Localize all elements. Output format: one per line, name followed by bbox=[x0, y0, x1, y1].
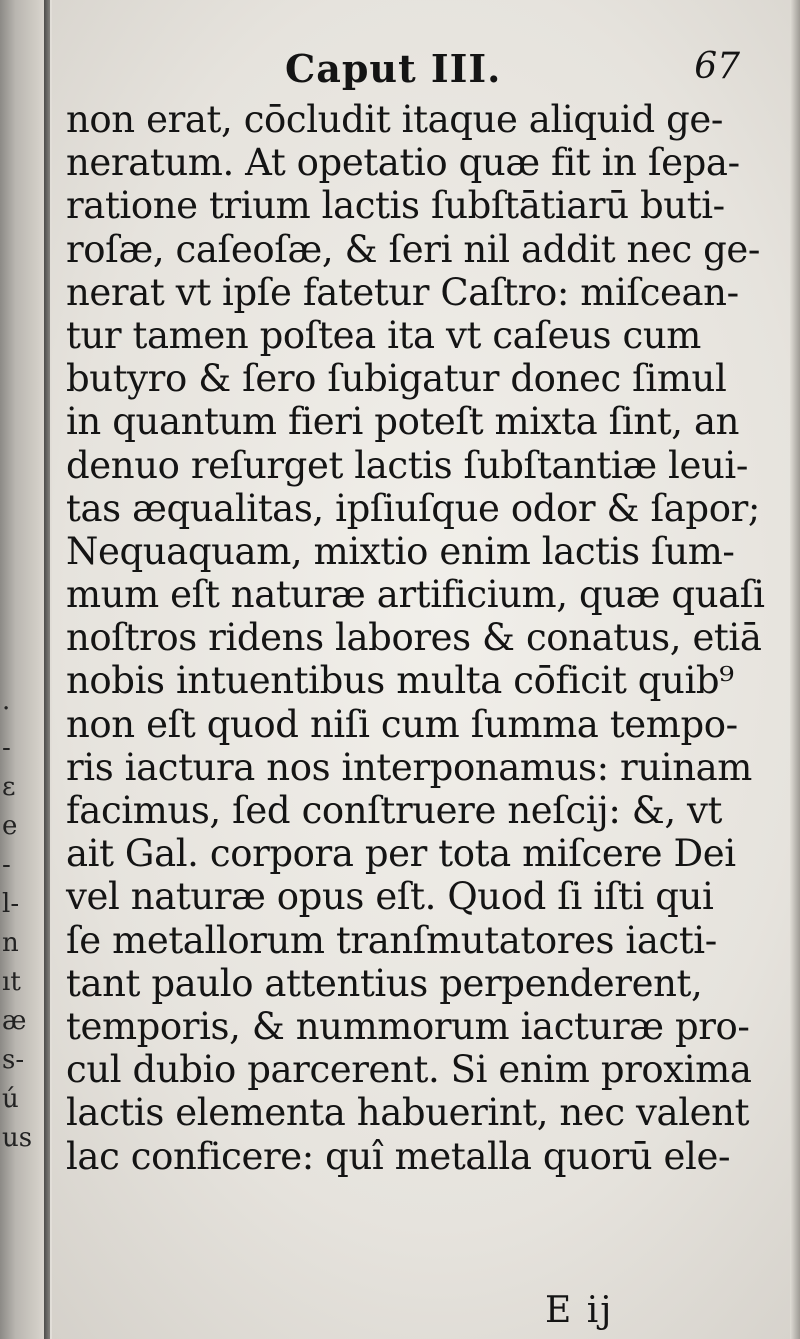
text-line: tur tamen poſtea ita vt caſeus cum bbox=[66, 313, 701, 357]
text-line: noſtros ridens labores & conatus, etiā bbox=[66, 616, 762, 660]
fragment: ú bbox=[2, 1084, 19, 1114]
text-line: tant paulo attentius perpenderent, bbox=[66, 961, 703, 1005]
text-line: nobis intuentibus multa cōficit quib⁹ bbox=[66, 659, 734, 703]
text-line: nerat vt ipſe fatetur Caſtro: miſcean- bbox=[66, 270, 739, 314]
text-line: roſæ, caſeoſæ, & ſeri nil addit nec ge- bbox=[66, 227, 761, 271]
text-line: cul dubio parcerent. Si enim proxima bbox=[66, 1048, 752, 1092]
fragment: æ bbox=[2, 1006, 27, 1036]
text-line: non eſt quod niſi cum ſumma tempo- bbox=[66, 702, 738, 746]
text-line: lactis elementa habuerint, nec valent bbox=[66, 1091, 750, 1135]
page-number: 67 bbox=[694, 46, 740, 87]
text-line: butyro & ſero ſubigatur donec ſimul bbox=[66, 357, 727, 401]
fragment: ε bbox=[2, 772, 16, 802]
text-line: temporis, & nummorum iacturæ pro- bbox=[66, 1004, 750, 1048]
text-line: lac conficere: quî metalla quorū ele- bbox=[66, 1134, 731, 1178]
fragment: l- bbox=[2, 889, 20, 919]
text-line: ait Gal. corpora per tota miſcere Dei bbox=[66, 832, 736, 876]
text-line: mum eſt naturæ artificium, quæ quaſi bbox=[66, 573, 765, 617]
text-line: denuo reſurget lactis ſubſtantiæ leui- bbox=[66, 443, 748, 487]
text-line: ris iactura nos interponamus: ruinam bbox=[66, 745, 752, 789]
fragment: e bbox=[2, 811, 18, 841]
running-title: Caput III. bbox=[285, 46, 502, 91]
fragment: · bbox=[2, 694, 11, 724]
text-line: ſe metallorum tranſmutatores iacti- bbox=[66, 918, 717, 962]
fragment: - bbox=[2, 733, 11, 763]
text-line: in quantum fieri poteſt mixta ſint, an bbox=[66, 400, 740, 444]
text-line: Nequaquam, mixtio enim lactis ſum- bbox=[66, 529, 735, 573]
fragment: n bbox=[2, 928, 19, 958]
fragment: - bbox=[2, 850, 11, 880]
facing-page-fragments bbox=[2, 690, 42, 1158]
facing-page-edge bbox=[44, 0, 50, 1339]
page-header bbox=[60, 40, 760, 100]
body-text bbox=[66, 98, 766, 1178]
text-line: facimus, ſed conſtruere neſcij: &, vt bbox=[66, 789, 723, 832]
text-line: non erat, cōcludit itaque aliquid ge- bbox=[66, 98, 723, 141]
signature-mark: E ij bbox=[545, 1290, 614, 1331]
fragment: us bbox=[2, 1123, 33, 1153]
fragment: ıt bbox=[2, 967, 21, 997]
text-line: ratione trium lactis ſubſtātiarū buti- bbox=[66, 184, 725, 228]
text-line: tas æqualitas, ipſiuſque odor & ſapor; bbox=[66, 486, 760, 530]
text-line: neratum. At opetatio quæ fit in ſepa- bbox=[66, 141, 740, 185]
text-line: vel naturæ opus eſt. Quod ſi iſti qui bbox=[66, 875, 714, 919]
fragment: s- bbox=[2, 1045, 25, 1075]
page-right-edge bbox=[790, 0, 800, 1339]
